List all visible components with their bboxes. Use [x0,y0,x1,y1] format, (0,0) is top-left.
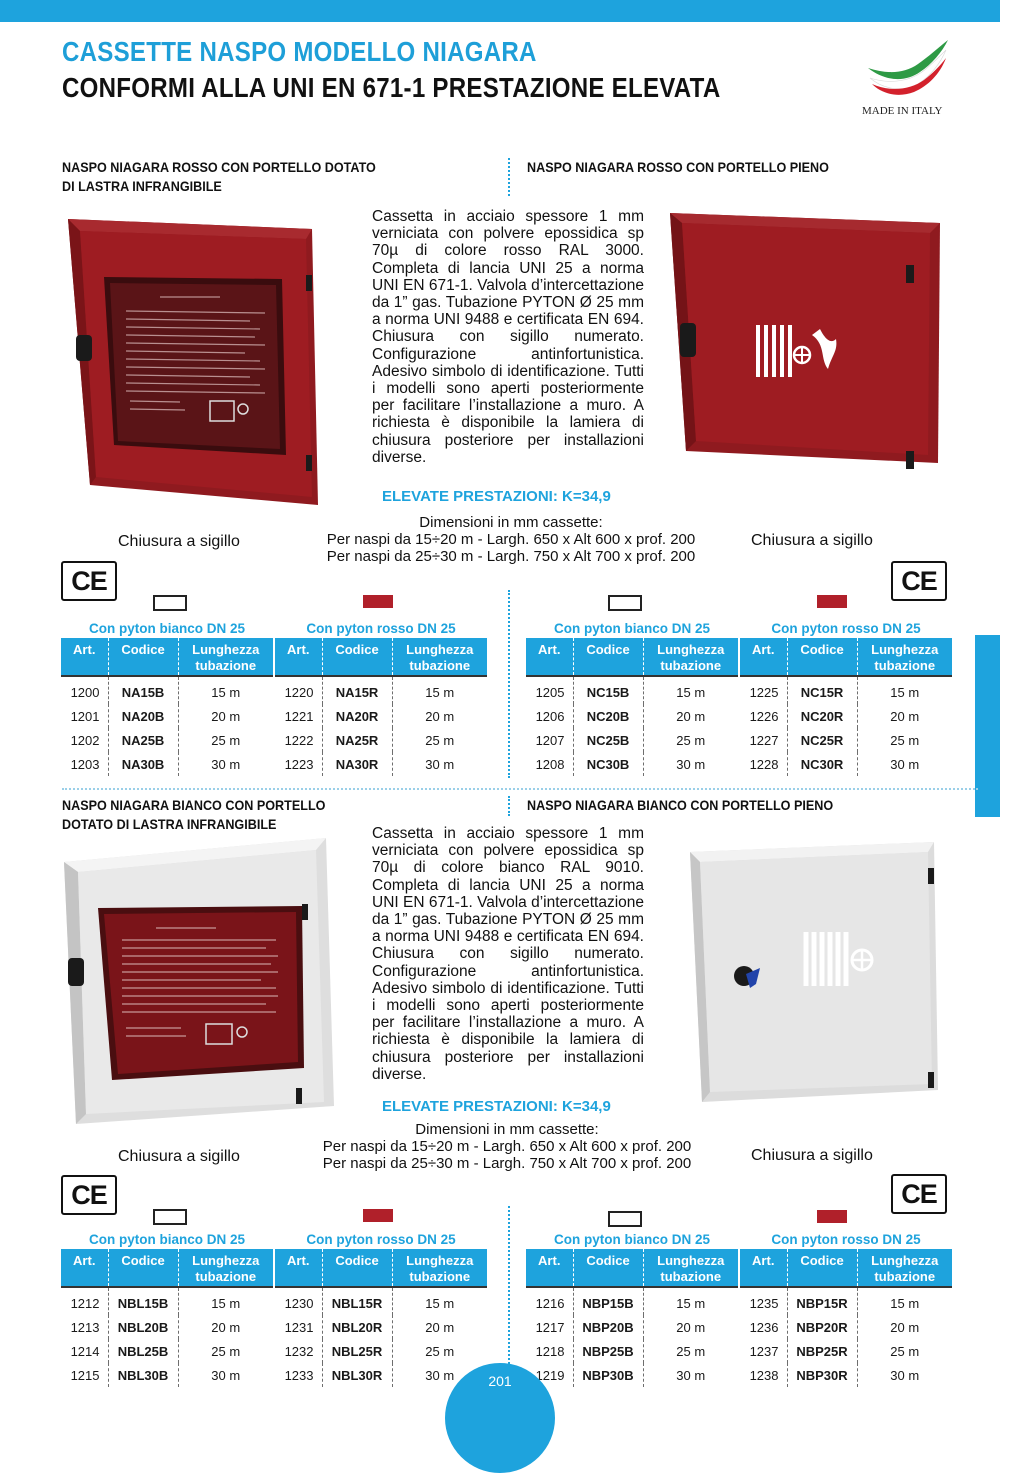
col-header-art: Art. [740,1249,787,1287]
red-hose-swatch [817,1210,847,1223]
section2-closure-left: Chiusura a sigillo [118,1148,240,1165]
cell-lunghezza: 30 m [178,1363,273,1387]
ce-mark: CE [61,561,117,601]
table-title: Con pyton bianco DN 25 [88,1232,245,1247]
red-hose-swatch [363,595,393,608]
cell-lunghezza: 20 m [392,704,487,728]
cell-codice: NA30R [322,752,392,776]
cell-lunghezza: 20 m [392,1315,487,1339]
cell-codice: NBL25B [108,1339,178,1363]
cell-codice: NC25B [573,728,643,752]
cell-codice: NA20R [322,704,392,728]
col-header-art: Art. [275,1249,322,1287]
cell-lunghezza: 25 m [857,1339,952,1363]
divider [508,158,510,196]
top-accent-bar [0,0,1000,22]
table-row [61,752,273,776]
cell-art: 1206 [535,708,565,724]
product-table-group [61,1231,273,1387]
cell-lunghezza: 20 m [857,704,952,728]
italy-flag-logo [866,38,952,100]
cell-codice: NC20R [787,704,857,728]
section1-description: Cassetta in acciaio spessore 1 mm verniciata con polvere epossidica sp 70µ di colore rosso RAL 3000. Completa di lancia UNI 25 a norma UNI EN 671-1. Valvola d’intercettazione da 1” gas. Tubazione PYTON Ø 25 mm a norma UNI 9488 e certificata EN 694. Chiusura con sigillo numerato. Configurazione antinfortunistica. Adesivo simbolo di identificazione. Tutti i modelli sono aperti posteriormente per facilitare l’installazione a muro. A richiesta è disponibile la lamiera di chiusura posteriore per installazioni diverse. [372,208,644,466]
section2-right-heading: NASPO NIAGARA BIANCO CON PORTELLO PIENO [527,797,834,813]
cell-art: 1220 [284,684,314,700]
red-cabinet-glass-image [60,215,340,515]
white-hose-swatch [153,595,187,611]
cell-codice: NA25B [108,728,178,752]
cell-codice: NA20B [108,704,178,728]
cell-lunghezza: 25 m [643,1339,738,1363]
col-header-art: Art. [61,638,108,676]
col-header-lunghezza: Lunghezza tubazione [857,638,952,676]
cell-lunghezza: 20 m [857,1315,952,1339]
col-header-lunghezza: Lunghezza tubazione [392,1249,487,1287]
cell-codice: NC30B [573,752,643,776]
section1-performance: ELEVATE PRESTAZIONI: K=34,9 [382,488,611,505]
cell-art: 1208 [535,756,565,772]
col-header-codice: Codice [787,638,857,676]
divider [508,590,510,778]
col-header-codice: Codice [573,638,643,676]
table-row [526,1287,738,1315]
cell-lunghezza: 15 m [643,1287,738,1315]
cell-codice: NBL30B [108,1363,178,1387]
cell-codice: NBP25B [573,1339,643,1363]
table-row [740,676,952,704]
table-row [61,1287,273,1315]
cell-codice: NBP15B [573,1287,643,1315]
cell-art: 1213 [70,1319,100,1335]
section2-dimensions: Dimensioni in mm cassette: Per naspi da 15÷20 m - Largh. 650 x Alt 600 x prof. 200 Per naspi da 25÷30 m - Largh. 750 x Alt 700 x prof. 200 [322,1121,692,1172]
cell-art: 1226 [749,708,779,724]
cell-art: 1216 [535,1295,565,1311]
cell-art: 1231 [284,1319,314,1335]
page-title: CASSETTE NASPO MODELLO NIAGARA [62,36,537,67]
table-row [61,728,273,752]
section-separator [62,788,978,790]
cell-art: 1217 [535,1319,565,1335]
table-row [61,1315,273,1339]
product-table-group [61,620,273,776]
product-table-group [275,620,487,776]
cell-codice: NBP20B [573,1315,643,1339]
ce-mark: CE [891,1174,947,1214]
table-row [740,752,952,776]
col-header-art: Art. [61,1249,108,1287]
table-title: Con pyton bianco DN 25 [88,621,245,636]
section1-dimensions: Dimensioni in mm cassette: Per naspi da 15÷20 m - Largh. 650 x Alt 600 x prof. 200 Per naspi da 25÷30 m - Largh. 750 x Alt 700 x prof. 200 [326,514,696,565]
product-table-group [740,1231,952,1387]
table-title: Con pyton rosso DN 25 [306,621,456,636]
table-row [61,1363,273,1387]
table-row [740,704,952,728]
table-row [526,704,738,728]
cell-art: 1207 [535,732,565,748]
cell-lunghezza: 25 m [392,728,487,752]
cell-lunghezza: 25 m [178,728,273,752]
cell-lunghezza: 15 m [178,1287,273,1315]
col-header-lunghezza: Lunghezza tubazione [392,638,487,676]
cell-lunghezza: 25 m [392,1339,487,1363]
cell-codice: NA30B [108,752,178,776]
cell-lunghezza: 15 m [643,676,738,704]
cell-codice: NBP30R [787,1363,857,1387]
cell-art: 1223 [284,756,314,772]
cell-codice: NA25R [322,728,392,752]
cell-art: 1237 [749,1343,779,1359]
red-cabinet-solid-image [660,205,950,475]
white-hose-swatch [153,1209,187,1225]
divider [508,796,510,816]
section1-left-heading: NASPO NIAGARA ROSSO CON PORTELLO DOTATO DI LASTRA INFRANGIBILE [62,159,376,194]
white-cabinet-solid-image [684,840,946,1110]
col-header-codice: Codice [322,638,392,676]
col-header-lunghezza: Lunghezza tubazione [857,1249,952,1287]
col-header-art: Art. [526,638,573,676]
col-header-codice: Codice [787,1249,857,1287]
table-row [61,1339,273,1363]
cell-lunghezza: 25 m [643,728,738,752]
cell-art: 1219 [535,1367,565,1383]
cell-lunghezza: 30 m [392,1363,487,1387]
cell-lunghezza: 30 m [643,1363,738,1387]
col-header-lunghezza: Lunghezza tubazione [643,1249,738,1287]
cell-lunghezza: 15 m [857,676,952,704]
product-table-group [526,620,738,776]
table-row [275,728,487,752]
table-row [526,676,738,704]
table-row [740,728,952,752]
col-header-art: Art. [526,1249,573,1287]
product-table [526,1249,738,1387]
cell-art: 1215 [70,1367,100,1383]
cell-art: 1202 [70,732,100,748]
cell-lunghezza: 20 m [643,1315,738,1339]
cell-lunghezza: 20 m [178,1315,273,1339]
col-header-codice: Codice [322,1249,392,1287]
page-number: 201 [488,1373,512,1389]
table-row [526,1315,738,1339]
cell-codice: NBP25R [787,1339,857,1363]
col-header-codice: Codice [108,638,178,676]
product-table [275,638,487,776]
cell-art: 1218 [535,1343,565,1359]
cell-art: 1205 [535,684,565,700]
section2-description: Cassetta in acciaio spessore 1 mm verniciata con polvere epossidica sp 70µ di colore bianco RAL 9010. Completa di lancia UNI 25 a norma UNI EN 671-1. Valvola d’intercettazione da 1” gas. Tubazione PYTON Ø 25 mm a norma UNI 9488 e certificata EN 694. Chiusura con sigillo numerato. Configurazione antinfortunistica. Adesivo simbolo di identificazione. Tutti i modelli sono aperti posteriormente per facilitare l’installazione a muro. A richiesta è disponibile la lamiera di chiusura posteriore per installazioni diverse. [372,825,644,1083]
cell-lunghezza: 25 m [178,1339,273,1363]
white-hose-swatch [608,595,642,611]
cell-art: 1228 [749,756,779,772]
table-title: Con pyton bianco DN 25 [553,1232,710,1247]
cell-lunghezza: 25 m [857,728,952,752]
product-table [740,1249,952,1387]
product-table [61,638,273,776]
table-row [740,1287,952,1315]
cell-lunghezza: 15 m [392,676,487,704]
cell-art: 1214 [70,1343,100,1359]
product-table [526,638,738,776]
cell-art: 1200 [70,684,100,700]
cell-art: 1203 [70,756,100,772]
cell-codice: NA15B [108,676,178,704]
col-header-lunghezza: Lunghezza tubazione [178,638,273,676]
cell-art: 1236 [749,1319,779,1335]
table-row [526,728,738,752]
table-title: Con pyton rosso DN 25 [771,621,921,636]
table-row [740,1363,952,1387]
cell-lunghezza: 30 m [857,752,952,776]
cell-codice: NC30R [787,752,857,776]
col-header-codice: Codice [108,1249,178,1287]
cell-art: 1201 [70,708,100,724]
table-row [61,676,273,704]
section1-closure-left: Chiusura a sigillo [118,533,240,550]
cell-lunghezza: 30 m [392,752,487,776]
col-header-lunghezza: Lunghezza tubazione [643,638,738,676]
table-title: Con pyton bianco DN 25 [553,621,710,636]
cell-art: 1222 [284,732,314,748]
col-header-art: Art. [275,638,322,676]
cell-art: 1235 [749,1295,779,1311]
cell-art: 1230 [284,1295,314,1311]
cell-codice: NBP20R [787,1315,857,1339]
cell-art: 1238 [749,1367,779,1383]
cell-art: 1233 [284,1367,314,1383]
cell-art: 1221 [284,708,314,724]
section2-closure-right: Chiusura a sigillo [751,1147,873,1164]
cell-codice: NBL30R [322,1363,392,1387]
product-table-group [275,1231,487,1387]
ce-mark: CE [891,561,947,601]
table-row [275,1287,487,1315]
table-row [526,752,738,776]
product-table-group [740,620,952,776]
cell-lunghezza: 15 m [857,1287,952,1315]
table-title: Con pyton rosso DN 25 [306,1232,456,1247]
page-subtitle: CONFORMI ALLA UNI EN 671-1 PRESTAZIONE ELEVATA [62,72,721,103]
table-title: Con pyton rosso DN 25 [771,1232,921,1247]
cell-lunghezza: 20 m [643,704,738,728]
white-cabinet-glass-image [56,832,346,1132]
cell-codice: NC15R [787,676,857,704]
section1-right-heading: NASPO NIAGARA ROSSO CON PORTELLO PIENO [527,159,829,175]
cell-codice: NA15R [322,676,392,704]
cell-codice: NBL25R [322,1339,392,1363]
cell-lunghezza: 15 m [178,676,273,704]
cell-codice: NBP15R [787,1287,857,1315]
white-hose-swatch [608,1211,642,1227]
col-header-art: Art. [740,638,787,676]
table-row [275,1339,487,1363]
ce-mark: CE [61,1175,117,1215]
table-row [275,704,487,728]
cell-codice: NBP30B [573,1363,643,1387]
table-row [526,1363,738,1387]
page-number-badge [445,1363,555,1473]
side-tab-marker [975,635,1000,817]
table-row [526,1339,738,1363]
section2-left-heading: NASPO NIAGARA BIANCO CON PORTELLO DOTATO DI LASTRA INFRANGIBILE [62,797,326,832]
cell-codice: NC20B [573,704,643,728]
table-row [740,1315,952,1339]
red-hose-swatch [817,595,847,608]
table-row [275,676,487,704]
table-row [740,1339,952,1363]
cell-art: 1232 [284,1343,314,1359]
cell-codice: NBL15R [322,1287,392,1315]
cell-codice: NBL20B [108,1315,178,1339]
col-header-lunghezza: Lunghezza tubazione [178,1249,273,1287]
section1-closure-right: Chiusura a sigillo [751,532,873,549]
made-in-italy-label: MADE IN ITALY [862,105,943,117]
product-table [740,638,952,776]
product-table-group [526,1231,738,1387]
cell-codice: NBL20R [322,1315,392,1339]
cell-lunghezza: 30 m [857,1363,952,1387]
cell-art: 1212 [70,1295,100,1311]
section2-performance: ELEVATE PRESTAZIONI: K=34,9 [382,1098,611,1115]
cell-lunghezza: 20 m [178,704,273,728]
table-row [275,1315,487,1339]
table-row [61,704,273,728]
cell-lunghezza: 15 m [392,1287,487,1315]
col-header-codice: Codice [573,1249,643,1287]
cell-art: 1227 [749,732,779,748]
product-table [61,1249,273,1387]
cell-codice: NBL15B [108,1287,178,1315]
cell-lunghezza: 30 m [178,752,273,776]
cell-codice: NC25R [787,728,857,752]
red-hose-swatch [363,1209,393,1222]
product-table [275,1249,487,1387]
table-row [275,752,487,776]
cell-codice: NC15B [573,676,643,704]
cell-lunghezza: 30 m [643,752,738,776]
cell-art: 1225 [749,684,779,700]
